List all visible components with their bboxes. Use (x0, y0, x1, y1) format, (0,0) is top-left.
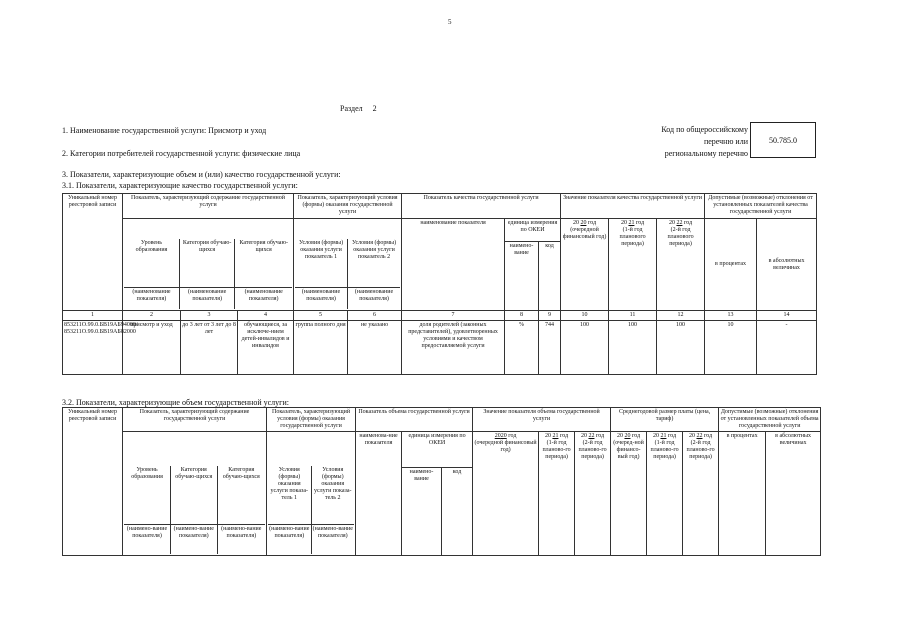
t2-cond-inner (268, 466, 354, 554)
t1-row-c12: 100 (657, 321, 705, 375)
t1-content-inner (124, 239, 292, 309)
t1-cond-inner (295, 239, 400, 309)
t2-v1: 2020 год (очередной финансовый год) (473, 432, 539, 556)
t2-c1: Уровень образования (124, 466, 171, 524)
code-label-line: региональному перечню (664, 149, 748, 158)
t1-num: 8 (505, 311, 539, 321)
t2-h-unit: единица измерения по ОКЕИ (402, 432, 473, 468)
t1-cap: (наименование показателя) (235, 287, 292, 309)
t1-c3: Категория обучаю-щихся (239, 240, 288, 253)
t2-h-unique: Уникальный номер реестровой записи (63, 408, 123, 556)
t1-num: 3 (181, 311, 238, 321)
t1-y3: 20 22 год (2-й год планового периода) (657, 219, 705, 311)
t1-cond-sub (294, 219, 402, 311)
t1-row-c7: доля родителей (законных представителей), удовлетворенных условиями и качеством предоставляемой услуги (402, 321, 505, 375)
t1-row-c5: группа полного дня (294, 321, 348, 375)
t1-row-c4: обучающиеся, за исключе-нием детей-инвалидов и инвалидов (238, 321, 294, 375)
t1-num: 6 (348, 311, 402, 321)
t1-row-c8: % (505, 321, 539, 375)
t1-row-c6: не указано (348, 321, 402, 375)
t1-y1: 20 20 год (очередной финансовый год) (561, 219, 609, 311)
quality-table (62, 193, 817, 375)
t1-row-c3: до 3 лет от 3 лет до 8 лет (181, 321, 238, 375)
t2-p3: 20 22 год (2-й год планово-го периода) (683, 432, 719, 556)
code-label-line: перечню или (703, 137, 748, 146)
t1-row-c2: присмотр и уход (123, 321, 181, 375)
t1-h-conditions: Показатель, характеризующий условия (формы) оказания государственной услуги (294, 194, 402, 219)
t2-c3: Категория обучаю-щихся (222, 467, 260, 480)
consumer-category: 2. Категории потребителей государственной услуги: физические лица (62, 149, 301, 158)
t2-v3: 20 22 год (2-й год планово-го периода) (575, 432, 611, 556)
t2-cap: (наимено-вание показателя) (124, 524, 171, 554)
t1-num: 1 (63, 311, 123, 321)
heading-3-1: 3.1. Показатели, характеризующие качество государственной услуги: (62, 181, 298, 190)
page-number: 5 (448, 18, 452, 26)
t1-num: 2 (123, 311, 181, 321)
heading-3: 3. Показатели, характеризующие объем и (или) качество государственной услуги: (62, 170, 341, 179)
t1-h-content: Показатель, характеризующий содержание государственной услуги (123, 194, 294, 219)
t1-content-sub (123, 219, 294, 311)
t2-p1: 20 20 год (очеред-ной финансо-вый год) (611, 432, 647, 556)
t1-data-row (63, 321, 817, 375)
t1-c5: Условия (формы) оказания услуги показатель 2 (351, 240, 397, 260)
section-number: 2 (372, 104, 377, 113)
t1-num: 5 (294, 311, 348, 321)
t2-v2: 20 21 год (1-й год планово-го периода) (539, 432, 575, 556)
t2-c2: Категория обучаю-щихся (171, 466, 218, 524)
service-name: 1. Наименование государственной услуги: Присмотр и уход (62, 126, 267, 135)
t1-row-c13: 10 (705, 321, 757, 375)
t1-cap: (наименование показателя) (124, 287, 179, 309)
t2-h-ind-name: наименова-ние показателя (356, 432, 402, 556)
t1-num: 7 (402, 311, 505, 321)
t2-h-volume: Показатель объема государственной услуги (356, 408, 473, 432)
t1-num: 4 (238, 311, 294, 321)
t2-cap: (наимено-вание показателя) (171, 524, 218, 554)
t1-cap: (наименование показателя) (295, 287, 348, 309)
t1-row-c10: 100 (561, 321, 609, 375)
t1-h-abs: в абсолютных величинах (757, 219, 817, 311)
t1-cap: (наименование показателя) (348, 287, 401, 309)
t2-content-sub (123, 432, 267, 556)
t1-c1: Уровень образования (124, 239, 179, 287)
t2-cond-sub (267, 432, 356, 556)
t1-h-unit: единица измерения по ОКЕИ (505, 219, 561, 242)
t2-h-unit-code: код (442, 468, 473, 556)
code-value-box (750, 122, 816, 158)
t1-num: 11 (609, 311, 657, 321)
t1-num: 14 (757, 311, 817, 321)
t1-h-dev: Допустимые (возможные) отклонения от установленных показателей качества государственной услуги (705, 194, 817, 219)
t1-h-value: Значение показателя качества государственной услуги (561, 194, 705, 219)
t2-h-unit-name: наимено-вание (402, 468, 442, 556)
t1-h-ind-name: наименование показателя (402, 219, 505, 311)
t2-content-inner (124, 466, 265, 554)
t2-cap: (наимено-вание показателя) (268, 524, 311, 554)
t1-h-pct: в процентах (705, 219, 757, 311)
t1-h-unit-code: код (539, 242, 561, 311)
t2-c4: Условия (формы) оказания услуги показа-тель 1 (268, 466, 311, 524)
t1-y2: 20 21 год (1-й год планового периода) (609, 219, 657, 311)
t1-c2: Категория обучаю-щихся (179, 239, 234, 287)
t2-h-content: Показатель, характеризующий содержание государственной услуги (123, 408, 267, 432)
t1-number-row (63, 311, 817, 321)
code-label-line: Код по общероссийскому (661, 125, 748, 134)
t1-num: 12 (657, 311, 705, 321)
t1-h-quality: Показатель качества государственной услуги (402, 194, 561, 219)
t2-h-pct: в процентах (719, 432, 766, 556)
t1-row-c9: 744 (539, 321, 561, 375)
volume-table (62, 407, 821, 556)
section-word: Раздел (340, 104, 363, 113)
heading-3-2: 3.2. Показатели, характеризующие объем государственной услуги: (62, 398, 289, 407)
t1-row-c11: 100 (609, 321, 657, 375)
t1-h-unit-name: наимено-вание (505, 242, 539, 311)
t2-c5: Условия (формы) оказания услуги показа-тель 2 (314, 467, 352, 501)
t2-cap: (наимено-вание показателя) (217, 524, 265, 554)
t1-num: 13 (705, 311, 757, 321)
t2-h-dev: Допустимые (возможные) отклонения от установленных показателей объема государственной услуги (719, 408, 821, 432)
t1-c4: Условия (формы) оказания услуги показатель 1 (295, 239, 348, 287)
t1-cap: (наименование показателя) (179, 287, 234, 309)
t2-h-abs: в абсолютных величинах (766, 432, 821, 556)
t2-h-conditions: Показатель, характеризующий условия (формы) оказания государственной услуги (267, 408, 356, 432)
t2-h-price: Среднегодовой размер платы (цена, тариф) (611, 408, 719, 432)
t1-row-code: 853211О.99.0.БВ19АБ94000/ 853211О.99.0.БВ19АБ82000 (63, 321, 123, 375)
t2-h-value: Значение показателя объема государственной услуги (473, 408, 611, 432)
code-value: 50.785.0 (769, 135, 797, 145)
t1-num: 10 (561, 311, 609, 321)
t1-row-c14: - (757, 321, 817, 375)
code-label (560, 124, 748, 160)
t1-h-unique: Уникальный номер реестровой записи (63, 194, 123, 311)
t2-p2: 20 21 год (1-й год планово-го периода) (647, 432, 683, 556)
t1-num: 9 (539, 311, 561, 321)
section-label (340, 104, 377, 113)
t2-cap: (наимено-вание показателя) (311, 524, 354, 554)
